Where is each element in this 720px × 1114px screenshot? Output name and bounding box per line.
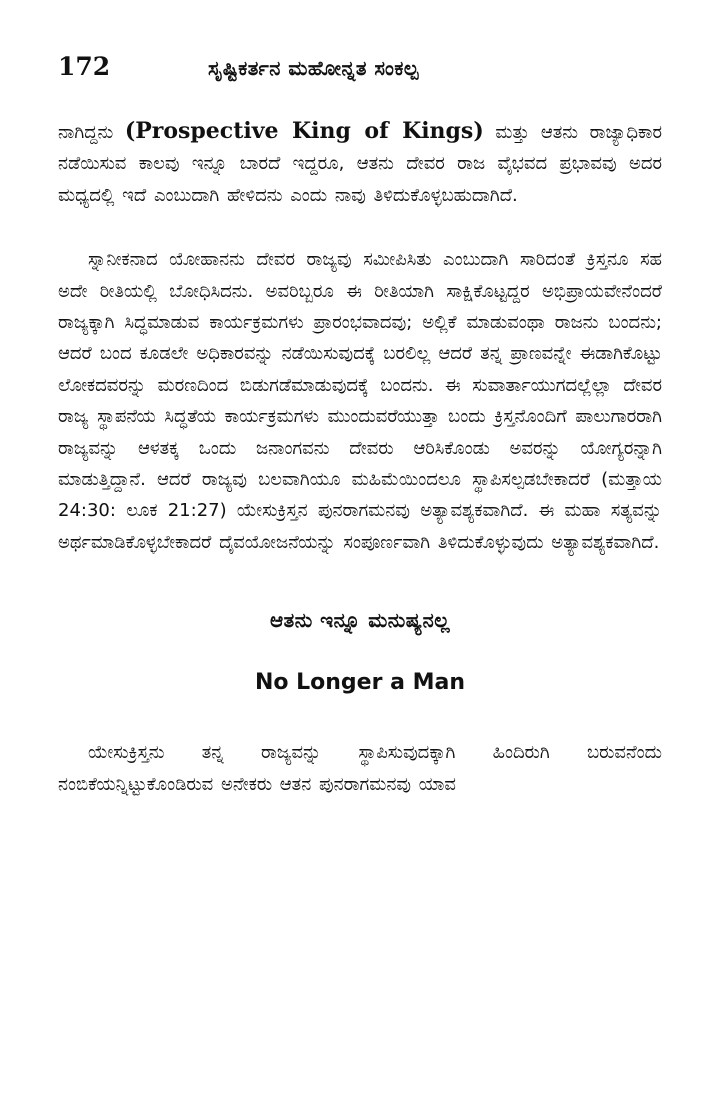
paragraph-gap [58, 211, 662, 244]
paragraph-section-start: ಯೇಸುಕ್ರಿಸ್ತನು ತನ್ನ ರಾಜ್ಯವನ್ನು ಸ್ಥಾಪಿಸುವುದಕ್ಕಾಗಿ ಹಿಂದಿರುಗಿ ಬರುವನೆಂದು ನಂಬಿಕೆಯನ್ನಿಟ್ಟುಕೊಂಡಿರುವ ಅನೇಕರು ಆತನ ಪುನರಾಗಮನವು ಯಾವ [58, 742, 662, 795]
running-title: ಸೃಷ್ಟಿಕರ್ತನ ಮಹೋನ್ನತ ಸಂಕಲ್ಪ [208, 56, 419, 80]
page-number: 172 [58, 52, 111, 81]
paragraph-text-start: ನಾಗಿದ್ದನು [58, 122, 125, 143]
paragraph-body: ಸ್ನಾನೀಕನಾದ ಯೋಹಾನನು ದೇವರ ರಾಜ್ಯವು ಸಮೀಪಿಸಿತು ಎಂಬುದಾಗಿ ಸಾರಿದಂತೆ ಕ್ರಿಸ್ತನೂ ಸಹ ಅದೇ ರೀತಿಯಲ್ಲಿ ಬೋಧಿಸಿದನು. ಅವರಿಬ್ಬರೂ ಈ ರೀತಿಯಾಗಿ ಸಾಕ್ಷಿಕೊಟ್ಟದ್ದರ ಅಭಿಪ್ರಾಯವೇನೆಂದರೆ ರಾಜ್ಯಕ್ಕಾಗಿ ಸಿದ್ಧಮಾಡುವ ಕಾರ್ಯಕ್ರಮಗಳು ಪ್ರಾರಂಭವಾದವು; ಅಲ್ಲಿಕೆ ಮಾಡುವಂಥಾ ರಾಜನು ಬಂದನು; ಆದರೆ ಬಂದ ಕೂಡಲೇ ಅಧಿಕಾರವನ್ನು ನಡೆಯಿಸುವುದಕ್ಕೆ ಬರಲಿಲ್ಲ ಆದರೆ ತನ್ನ ಪ್ರಾಣವನ್ನೇ ಈಡಾಗಿಕೊಟ್ಟು ಲೋಕದವರನ್ನು ಮರಣದಿಂದ ಬಿಡುಗಡೆಮಾಡುವುದಕ್ಕೆ ಬಂದನು. ಈ ಸುವಾರ್ತಾಯುಗದಲ್ಲೆಲ್ಲಾ ದೇವರ ರಾಜ್ಯ ಸ್ಥಾಪನೆಯ ಸಿದ್ಧತೆಯ ಕಾರ್ಯಕ್ರಮಗಳು ಮುಂದುವರೆಯುತ್ತಾ ಬಂದು ಕ್ರಿಸ್ತನೊಂದಿಗೆ ಪಾಲುಗಾರರಾಗಿ ರಾಜ್ಯವನ್ನು ಆಳತಕ್ಕ ಒಂದು ಜನಾಂಗವನು ದೇವರು ಆರಿಸಿಕೊಂಡು ಅವರನ್ನು ಯೋಗ್ಯರನ್ನಾಗಿ ಮಾಡುತ್ತಿದ್ದಾನೆ. ಆದರೆ ರಾಜ್ಯವು ಬಲವಾಗಿಯೂ ಮಹಿಮೆಯಿಂದಲೂ ಸ್ಥಾಪಿಸಲ್ಪಡಬೇಕಾದರೆ (ಮತ್ತಾಯ 24:30: ಲೂಕ 21:27) ಯೇಸುಕ್ರಿಸ್ತನ ಪುನರಾಗಮನವು ಅತ್ಯಾವಶ್ಯಕವಾಗಿದೆ. ಈ ಮಹಾ ಸತ್ಯವನ್ನು ಅರ್ಥಮಾಡಿಕೊಳ್ಳಬೇಕಾದರೆ ದೈವಯೋಜನೆಯನ್ನು ಸಂಪೂರ್ಣವಾಗಿ ತಿಳಿದುಕೊಳ್ಳುವುದು ಅತ್ಯಾವಶ್ಯಕವಾಗಿದೆ. [58, 249, 662, 553]
paragraph-text-rest: ಮತ್ತು ಆತನು ರಾಜ್ಯಾಧಿಕಾರ ನಡೆಯಿಸುವ ಕಾಲವು ಇನ್ನೂ ಬಾರದೆ ಇದ್ದರೂ, ಆತನು ದೇವರ ರಾಜ ವೈಭವದ ಪ್ರಭಾವವು ಅದರ ಮಧ್ಯದಲ್ಲಿ ಇದೆ ಎಂಬುದಾಗಿ ಹೇಳಿದನು ಎಂದು ನಾವು ತಿಳಿದುಕೊಳ್ಳಬಹುದಾಗಿದೆ. [58, 122, 662, 206]
paragraph-continued [58, 116, 662, 211]
section-heading-kannada: ಆತನು ಇನ್ನೂ ಮನುಷ್ಯನಲ್ಲ [269, 608, 451, 633]
english-phrase: (Prospective King of Kings) [124, 118, 484, 144]
section-heading-english: No Longer a Man [254, 670, 466, 696]
running-header [58, 52, 662, 92]
